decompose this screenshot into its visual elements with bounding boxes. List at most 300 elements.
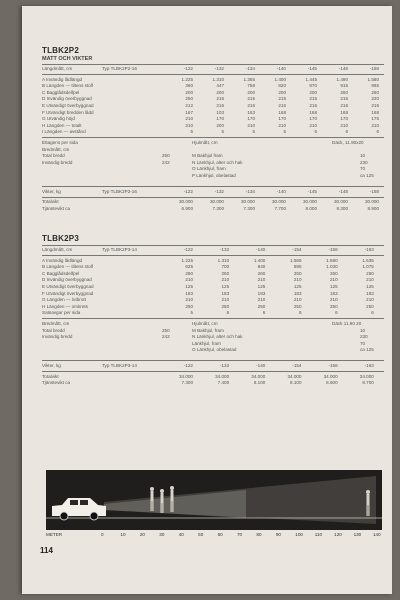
- cell-value: 1.225: [181, 257, 193, 263]
- cell-value: 700: [221, 264, 230, 270]
- cell-value: 210: [366, 277, 374, 283]
- cell-value: 220: [371, 96, 379, 102]
- weight-column-head: -134: [245, 188, 255, 194]
- section-subtitle: MATT OCH VIKTER: [42, 56, 93, 62]
- extra-value: 242: [162, 334, 170, 340]
- weight-type-label: Typ TLBK2P3-14: [102, 362, 137, 368]
- weight-column-head: -140: [276, 188, 286, 194]
- cell-value: 1.355: [243, 76, 255, 82]
- cell-value: 250: [366, 303, 374, 309]
- weight-column-head: -122: [183, 362, 193, 368]
- cell-value: 260: [340, 89, 348, 95]
- cell-value: 125: [185, 283, 193, 289]
- cell-value: 200: [247, 89, 255, 95]
- cell-value: 250: [257, 303, 266, 309]
- cell-value: 216: [216, 102, 224, 108]
- cell-value: 260: [185, 270, 193, 276]
- cell-value: 1.445: [305, 76, 317, 82]
- cell-value: 250: [329, 303, 338, 309]
- type-label: Typ TLBK2P3-14: [102, 247, 137, 252]
- cell-value: 447: [216, 83, 224, 89]
- cell-value: 215: [247, 96, 255, 102]
- weight-value: 7.300: [243, 205, 255, 211]
- cell-value: 210: [257, 277, 266, 283]
- cell-value: 170: [278, 116, 286, 122]
- wheel-value: 70: [360, 340, 366, 346]
- cell-value: 1.030: [326, 264, 338, 270]
- cell-value: 210: [221, 277, 230, 283]
- column-head: -132: [214, 66, 224, 71]
- notes-row: [42, 321, 384, 328]
- cell-value: 6: [371, 310, 374, 316]
- table-header: [42, 247, 384, 254]
- weight-row: [42, 374, 384, 381]
- table-row: [42, 291, 384, 298]
- cell-value: 125: [257, 283, 266, 289]
- cell-value: 5: [221, 129, 224, 135]
- type-label: Typ TLBK2P2-16: [102, 66, 137, 71]
- table-header: [42, 66, 384, 73]
- cell-value: 5: [190, 310, 193, 316]
- weight-rows: [42, 374, 384, 387]
- divider: [42, 255, 384, 256]
- row-label: E Utvändigt överbyggnad: [42, 283, 94, 289]
- table-row: [42, 258, 384, 265]
- cell-value: 6: [298, 310, 302, 316]
- cell-value: 6: [262, 310, 266, 316]
- cell-value: 758: [247, 83, 255, 89]
- notes-row: [42, 140, 384, 147]
- column-head: -140: [276, 66, 286, 71]
- cell-value: 200: [185, 89, 193, 95]
- meter-tick: 0: [101, 532, 104, 537]
- weight-row-label: Tjänstevikt ca: [42, 205, 71, 211]
- cell-value: 250: [185, 303, 193, 309]
- cell-value: 210: [278, 122, 286, 128]
- weight-row-label: Tjänstevikt ca: [42, 380, 71, 386]
- header-label: Längdmått, cm: [42, 247, 73, 252]
- cell-value: 200: [309, 89, 317, 95]
- table-row: [42, 310, 384, 317]
- section-tlbk2p2: [42, 46, 384, 212]
- wheel-label: O Länkhjul, obelastad: [192, 347, 237, 353]
- row-label: F Utvändigt bredden lådd: [42, 109, 94, 115]
- divider: [42, 64, 384, 65]
- cell-value: 168: [371, 109, 379, 115]
- cell-value: 360: [185, 83, 193, 89]
- weight-column-head: -158: [328, 362, 338, 368]
- column-head: -154: [292, 247, 302, 252]
- cell-value: 915: [340, 83, 348, 89]
- weight-header: [42, 189, 384, 196]
- weight-header: [42, 363, 384, 370]
- weight-value: 30.000: [209, 199, 224, 205]
- row-label: H Längden — totalt: [42, 122, 82, 128]
- weight-value: 7.700: [274, 205, 286, 211]
- cell-value: 183: [293, 290, 302, 296]
- dimension-rows: [42, 77, 384, 136]
- weight-label: Vikter, kg: [42, 188, 61, 194]
- cell-value: 1.490: [336, 76, 348, 82]
- cell-value: 260: [366, 270, 374, 276]
- extra-label: Total bredd: [42, 153, 65, 159]
- cell-value: 260: [221, 270, 230, 276]
- meter-tick: 20: [139, 532, 145, 537]
- cell-value: 1.075: [362, 264, 374, 270]
- cell-value: 210: [371, 122, 379, 128]
- extra-row: [42, 334, 384, 341]
- meter-tick: 130: [353, 532, 362, 537]
- meter-scale: [46, 532, 382, 542]
- weight-value: 6.900: [181, 205, 193, 211]
- cell-value: 210: [247, 122, 255, 128]
- row-label: Satsavgar per sida: [42, 310, 81, 316]
- wheel-value: 10: [360, 153, 366, 159]
- note-mid: Hjulmått, cm: [192, 139, 218, 145]
- cell-value: 210: [329, 277, 338, 283]
- column-head: -140: [256, 247, 266, 252]
- row-label: B Längden — tiltens stolf: [42, 264, 94, 270]
- extra-label: Total bredd: [42, 327, 65, 333]
- wheel-label: Länkhjul, fram: [192, 340, 221, 346]
- table-row: [42, 96, 384, 103]
- cell-value: 170: [340, 116, 348, 122]
- extra-block: [42, 153, 384, 179]
- cell-value: 210: [185, 297, 193, 303]
- weight-row-label: Totalvikt: [42, 373, 59, 379]
- cell-value: 163: [247, 109, 255, 115]
- weight-value: 7.400: [217, 380, 230, 386]
- meter-tick: 70: [237, 532, 243, 537]
- cell-value: 965: [371, 83, 379, 89]
- weight-value: 34.000: [323, 373, 338, 379]
- cell-value: 210: [366, 297, 374, 303]
- cell-value: 5: [252, 129, 255, 135]
- note-left: Bredmått, cm: [42, 320, 70, 326]
- cell-value: 125: [293, 283, 302, 289]
- weight-column-head: -163: [364, 362, 374, 368]
- note-left: Ettagens per sida: [42, 139, 78, 145]
- page-number: 114: [40, 546, 53, 555]
- cell-value: 212: [185, 102, 193, 108]
- weight-value: 8.100: [253, 380, 266, 386]
- cell-value: 216: [309, 102, 317, 108]
- document-page: [22, 6, 392, 594]
- weight-type-label: Typ TLBK2P2-16: [102, 188, 137, 194]
- cell-value: 210: [185, 122, 193, 128]
- cell-value: 250: [221, 303, 230, 309]
- cell-value: 103: [216, 109, 224, 115]
- cell-value: 840: [257, 264, 266, 270]
- meter-tick: 140: [373, 532, 381, 537]
- column-head: -145: [307, 66, 317, 71]
- table-row: [42, 304, 384, 311]
- meter-tick: 10: [120, 532, 126, 537]
- cell-value: 200: [278, 89, 286, 95]
- weight-column-head: -132: [214, 188, 224, 194]
- cell-value: 125: [221, 283, 230, 289]
- weight-column-head: -158: [369, 188, 379, 194]
- row-label: G Längden — lutbrott: [42, 297, 86, 303]
- cell-value: 210: [309, 122, 317, 128]
- cell-value: 6: [345, 129, 348, 135]
- column-head: -158: [328, 247, 338, 252]
- divider: [42, 137, 384, 138]
- divider: [42, 74, 384, 75]
- cell-value: 183: [257, 290, 266, 296]
- cell-value: 170: [247, 116, 255, 122]
- column-head: -158: [369, 66, 379, 71]
- cell-value: 1.635: [362, 257, 374, 263]
- cell-value: 125: [366, 283, 374, 289]
- wheel-value: ca 125: [360, 172, 374, 178]
- cell-value: 167: [185, 109, 193, 115]
- divider: [42, 197, 384, 198]
- meter-tick: 40: [178, 532, 184, 537]
- cell-value: 250: [293, 303, 302, 309]
- weight-value: 8.000: [305, 205, 317, 211]
- cell-value: 1.400: [253, 257, 266, 263]
- cell-value: 215: [309, 96, 317, 102]
- weight-column-head: -145: [307, 188, 317, 194]
- weight-column-head: -140: [256, 362, 266, 368]
- section-title: TLBK2P3: [42, 234, 79, 243]
- extra-row: [42, 341, 384, 348]
- cell-value: 1.310: [212, 76, 224, 82]
- cell-value: 1.580: [326, 257, 338, 263]
- illustration-svg: [46, 470, 382, 530]
- weight-column-head: -122: [183, 188, 193, 194]
- cell-value: 260: [257, 270, 266, 276]
- extra-row: [42, 173, 384, 180]
- cell-value: 210: [293, 277, 302, 283]
- extra-row: [42, 153, 384, 160]
- cell-value: 183: [185, 290, 193, 296]
- table-row: [42, 83, 384, 90]
- divider: [42, 186, 384, 187]
- cell-value: 870: [309, 83, 317, 89]
- row-label: I Längden — avstånd: [42, 129, 86, 135]
- table-row: [42, 277, 384, 284]
- meter-tick: 60: [217, 532, 223, 537]
- meter-tick: 50: [198, 532, 204, 537]
- wheel-value: 230: [360, 159, 368, 165]
- cell-value: 170: [309, 116, 317, 122]
- weight-value: 8.700: [362, 380, 374, 386]
- meter-tick: 80: [256, 532, 262, 537]
- weight-value: 8.100: [290, 380, 302, 386]
- extra-row: [42, 160, 384, 167]
- wheel-value: 230: [360, 334, 368, 340]
- weight-value: 7.300: [181, 380, 193, 386]
- note-right: Däck 11.90 20: [332, 320, 362, 326]
- cell-value: 260: [329, 270, 338, 276]
- cell-value: 168: [278, 109, 286, 115]
- cell-value: 216: [247, 102, 255, 108]
- cell-value: 216: [371, 102, 379, 108]
- table-row: [42, 284, 384, 291]
- cell-value: 250: [185, 96, 193, 102]
- column-head: -134: [245, 66, 255, 71]
- weight-column-head: -148: [338, 188, 348, 194]
- cell-value: 183: [221, 290, 230, 296]
- column-head: -122: [183, 247, 193, 252]
- weight-column-head: -154: [292, 362, 302, 368]
- meter-label: METER: [46, 532, 63, 537]
- wheel-label: M Bakhjul, fram: [192, 327, 224, 333]
- extra-value: 250: [162, 327, 170, 333]
- meter-tick: 110: [314, 532, 323, 537]
- weight-value: 34.000: [251, 373, 266, 379]
- wheel-label: O Länkhjul, fram: [192, 166, 226, 172]
- weight-value: 8.600: [326, 380, 338, 386]
- weight-value: 34.000: [287, 373, 302, 379]
- cell-value: 1.580: [367, 76, 379, 82]
- wheel-value: 10: [360, 327, 366, 333]
- note-right: Däck, 11.90x20: [332, 139, 364, 145]
- cell-value: 1.400: [274, 76, 286, 82]
- cell-value: 210: [257, 297, 266, 303]
- extra-row: [42, 166, 384, 173]
- cell-value: 5: [283, 129, 286, 135]
- extra-block: [42, 328, 384, 354]
- cell-value: 6: [376, 129, 379, 135]
- table-row: [42, 271, 384, 278]
- table-row: [42, 77, 384, 84]
- cell-value: 215: [216, 96, 224, 102]
- table-row: [42, 90, 384, 97]
- cell-value: 200: [216, 122, 224, 128]
- cell-value: 210: [185, 277, 193, 283]
- row-label: C Bagglådsdelfpel: [42, 89, 80, 95]
- cell-value: 260: [371, 89, 379, 95]
- cell-value: 210: [340, 122, 348, 128]
- table-row: [42, 123, 384, 130]
- row-label: B Längden — tiltens stolf: [42, 83, 94, 89]
- extra-label: Invändig bredd: [42, 334, 73, 340]
- row-label: A Invändig lådlängd: [42, 257, 83, 263]
- row-label: A Invändig lådlängd: [42, 76, 83, 82]
- column-head: -132: [219, 247, 230, 252]
- cell-value: 175: [371, 116, 379, 122]
- row-label: H Längden — omkrets: [42, 303, 88, 309]
- weight-row: [42, 199, 384, 206]
- cell-value: 168: [340, 109, 348, 115]
- weight-value: 30.000: [271, 199, 286, 205]
- header-label: Längdmått, cm: [42, 66, 73, 71]
- cell-value: 1.225: [181, 76, 193, 82]
- weight-value: 8.900: [367, 205, 379, 211]
- weight-row-label: Totalvikt: [42, 199, 59, 205]
- dimension-rows: [42, 258, 384, 317]
- wheel-label: N Länkhjul, alter och hak: [192, 159, 243, 165]
- wheel-value: ca 125: [360, 347, 374, 353]
- extra-label: Invändig bredd: [42, 159, 73, 165]
- section-title: TLBK2P2: [42, 46, 79, 55]
- column-head: -148: [338, 66, 348, 71]
- weight-value: 8.300: [336, 205, 348, 211]
- cell-value: 216: [340, 102, 348, 108]
- weight-rows: [42, 199, 384, 212]
- divider: [42, 371, 384, 372]
- weight-value: 7.300: [212, 205, 224, 211]
- cell-value: 1.310: [217, 257, 230, 263]
- cell-value: 183: [329, 290, 338, 296]
- extra-value: 242: [162, 159, 170, 165]
- weight-value: 34.000: [359, 373, 374, 379]
- divider: [42, 318, 384, 319]
- table-row: [42, 110, 384, 117]
- weight-value: 30.000: [333, 199, 348, 205]
- bredmatt-label-row: [42, 147, 384, 154]
- table-row: [42, 297, 384, 304]
- wheel-label: M Bakhjul fram: [192, 153, 223, 159]
- extra-row: [42, 347, 384, 354]
- wheel-label: N Länkhjul, alter och hak: [192, 334, 243, 340]
- cell-value: 210: [185, 116, 193, 122]
- column-head: -163: [364, 247, 374, 252]
- meter-tick: 30: [159, 532, 165, 537]
- divider: [42, 360, 384, 361]
- weight-value: 30.000: [240, 199, 255, 205]
- table-row: [42, 103, 384, 110]
- weight-value: 30.000: [302, 199, 317, 205]
- row-label: F Utvändigt överbyggnad: [42, 290, 94, 296]
- meter-tick: 90: [275, 532, 281, 537]
- cell-value: 6: [335, 310, 338, 316]
- cell-value: 183: [366, 290, 374, 296]
- weight-label: Vikter, kg: [42, 362, 61, 368]
- weight-column-head: -132: [219, 362, 230, 368]
- cell-value: 820: [278, 83, 286, 89]
- cell-value: 6: [226, 310, 230, 316]
- note-mid: Hjulmått, cm: [192, 320, 218, 326]
- row-label: C Bagglådsdelfpel: [42, 270, 80, 276]
- extra-label: Bredmått, cm: [42, 146, 70, 152]
- wheel-label: P Länkhjul, obelastad: [192, 172, 236, 178]
- meter-tick: 100: [295, 532, 303, 537]
- cell-value: 125: [329, 283, 338, 289]
- cell-value: 215: [278, 96, 286, 102]
- table-row: [42, 264, 384, 271]
- table-row: [42, 116, 384, 123]
- extra-row: [42, 328, 384, 335]
- cell-value: 168: [309, 109, 317, 115]
- table-row: [42, 129, 384, 136]
- cell-value: 625: [185, 264, 193, 270]
- cell-value: 210: [329, 297, 338, 303]
- row-label: D Invändig överbyggnad: [42, 96, 92, 102]
- weight-row: [42, 380, 384, 387]
- row-label: G Utvändig höjd: [42, 116, 75, 122]
- weight-value: 34.000: [215, 373, 230, 379]
- extra-value: 250: [162, 153, 170, 159]
- cell-value: 210: [221, 297, 230, 303]
- column-head: -122: [183, 66, 193, 71]
- divider: [42, 245, 384, 246]
- weight-value: 30.000: [364, 199, 379, 205]
- cell-value: 895: [293, 264, 302, 270]
- cell-value: 6: [314, 129, 317, 135]
- cell-value: 170: [216, 116, 224, 122]
- headlight-range-illustration: [46, 470, 382, 530]
- weight-value: 30.000: [178, 199, 193, 205]
- wheel-value: 70: [360, 166, 366, 172]
- weight-value: 34.000: [178, 373, 193, 379]
- cell-value: 1.565: [290, 257, 302, 263]
- weight-row: [42, 206, 384, 213]
- row-label: E Utvändigt överbyggnad: [42, 102, 94, 108]
